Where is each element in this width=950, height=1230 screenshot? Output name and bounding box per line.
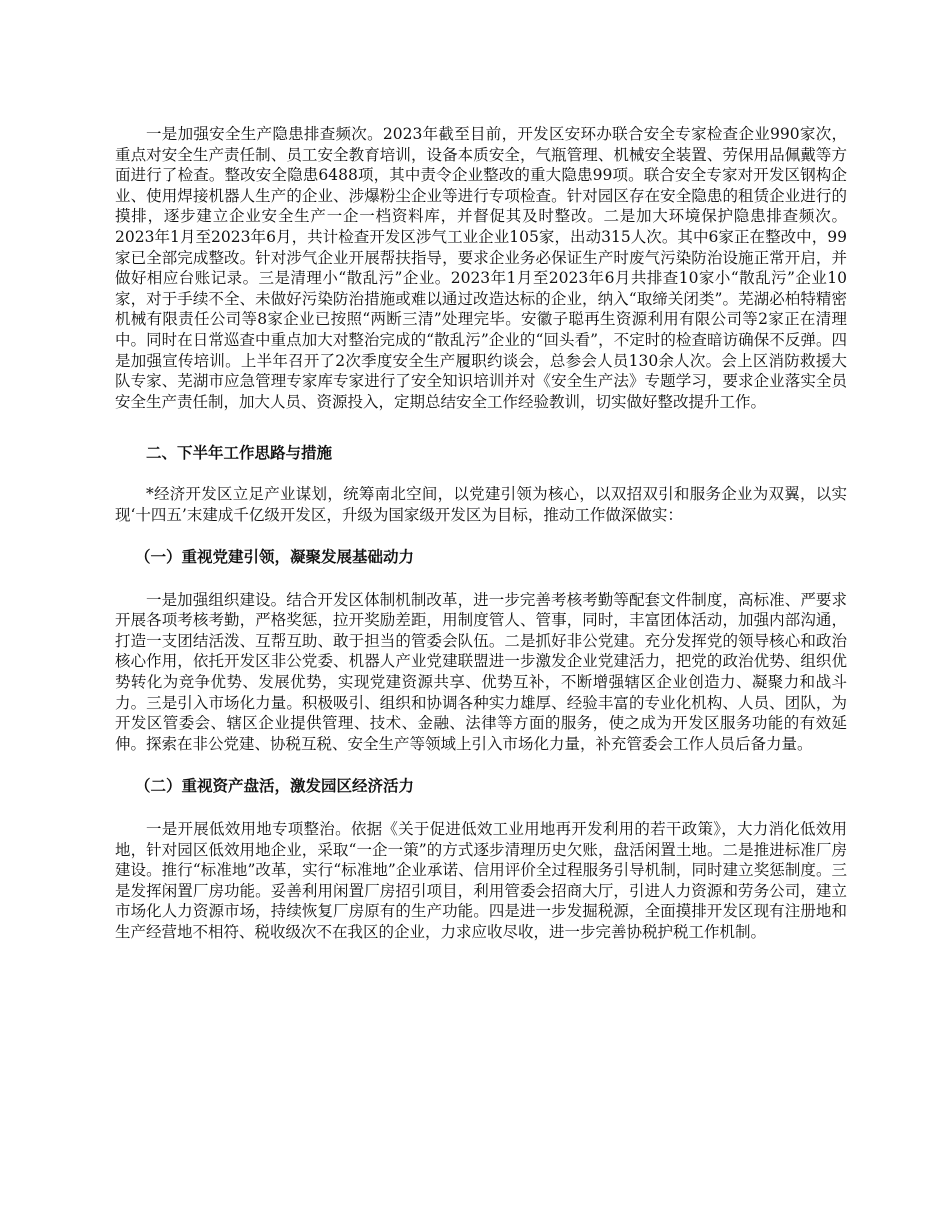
spacer xyxy=(115,797,847,819)
spacer xyxy=(115,754,847,776)
document-body xyxy=(115,124,847,943)
paragraph-asset-revitalization: 一是开展低效用地专项整治。依据《关于促进低效工业用地再开发利用的若干政策》，大力消化低效用地，针对园区低效用地企业，采取“一企一策”的方式逐步清理历史欠账，盘活闲置土地。二是推进标准厂房建设。推行“标准地”改革，实行“标准地”企业承诺、信用评价全过程服务引导机制，同时建立奖惩制度。三是发挥闲置厂房功能。妥善利用闲置厂房招引项目，利用管委会招商大厅，引进人力资源和劳务公司，建立市场化人力资源市场，持续恢复厂房原有的生产功能。四是进一步发掘税源，全面摸排开发区现有注册地和生产经营地不相符、税收级次不在我区的企业，力求应收尽收，进一步完善协税护税工作机制。 xyxy=(115,820,847,941)
subsection-heading-assets: （二）重视资产盘活，激发园区经济活力 xyxy=(135,776,415,796)
spacer xyxy=(115,464,847,484)
paragraph-intro: *经济开发区立足产业谋划，统筹南北空间，以党建引领为核心，以双招双引和服务企业为双翼，以实现‘十四五’末建成千亿级开发区，升级为国家级开发区为目标，推动工作做深做实： xyxy=(115,484,847,524)
subsection-heading-party: （一）重视党建引领，凝聚发展基础动力 xyxy=(135,547,415,567)
spacer xyxy=(115,525,847,547)
paragraph-safety-inspection: 一是加强安全生产隐患排查频次。2023年截至目前，开发区安环办联合安全专家检查企业990家次，重点对安全生产责任制、员工安全教育培训，设备本质安全，气瓶管理、机械安全装置、劳保用品佩戴等方面进行了检查。整改安全隐患6488项，其中责令企业整改的重大隐患99项。联合安全专家对开发区钢构企业、使用焊接机器人生产的企业、涉爆粉尘企业等进行专项检查。针对园区存在安全隐患的租赁企业进行的摸排，逐步建立企业安全生产一企一档资料库，并督促其及时整改。二是加大环境保护隐患排查频次。2023年1月至2023年6月，共计检查开发区涉气工业企业105家，出动315人次。其中6家正在整改中，99家已全部完成整改。针对涉气企业开展帮扶指导，要求企业务必保证生产时废气污染防治设施正常开启，并做好相应台账记录。三是清理小“散乱污”企业。2023年1月至2023年6月共排查10家小“散乱污”企业10家，对于手续不全、未做好污染防治措施或难以通过改造达标的企业，纳入“取缔关闭类”。芜湖必柏特精密机械有限责任公司等8家企业已按照“两断三清”处理完毕。安徽子聪再生资源利用有限公司等2家正在清理中。同时在日常巡查中重点加大对整治完成的“散乱污”企业的“回头看”，不定时的检查暗访确保不反弹。四是加强宣传培训。上半年召开了2次季度安全生产履职约谈会，总参会人员130余人次。会上区消防救援大队专家、芜湖市应急管理专家库专家进行了安全知识培训并对《安全生产法》专题学习，要求企业落实全员安全生产责任制，加大人员、资源投入，定期总结安全工作经验教训，切实做好整改提升工作。 xyxy=(115,125,847,411)
paragraph-party-building: 一是加强组织建设。结合开发区体制机制改革，进一步完善考核考勤等配套文件制度，高标准、严要求开展各项考核考勤，严格奖惩，拉开奖励差距，用制度管人、管事，同时，丰富团体活动，加强内部沟通，打造一支团结活泼、互帮互助、敢于担当的管委会队伍。二是抓好非公党建。充分发挥党的领导核心和政治核心作用，依托开发区非公党委、机器人产业党建联盟进一步激发企业党建活力，把党的政治优势、组织优势转化为竞争优势、发展优势，实现党建资源共享、优势互补，不断增强辖区企业创造力、凝聚力和战斗力。三是引入市场化力量。积极吸引、组织和协调各种实力雄厚、经验丰富的专业化机构、人员、团队，为开发区管委会、辖区企业提供管理、技术、金融、法律等方面的服务，使之成为开发区服务功能的有效延伸。探索在非公党建、协税互税、安全生产等领域上引入市场化力量，补充管委会工作人员后备力量。 xyxy=(115,590,847,753)
spacer xyxy=(115,412,847,443)
section-heading: 二、下半年工作思路与措施 xyxy=(146,443,333,463)
spacer xyxy=(115,568,847,590)
